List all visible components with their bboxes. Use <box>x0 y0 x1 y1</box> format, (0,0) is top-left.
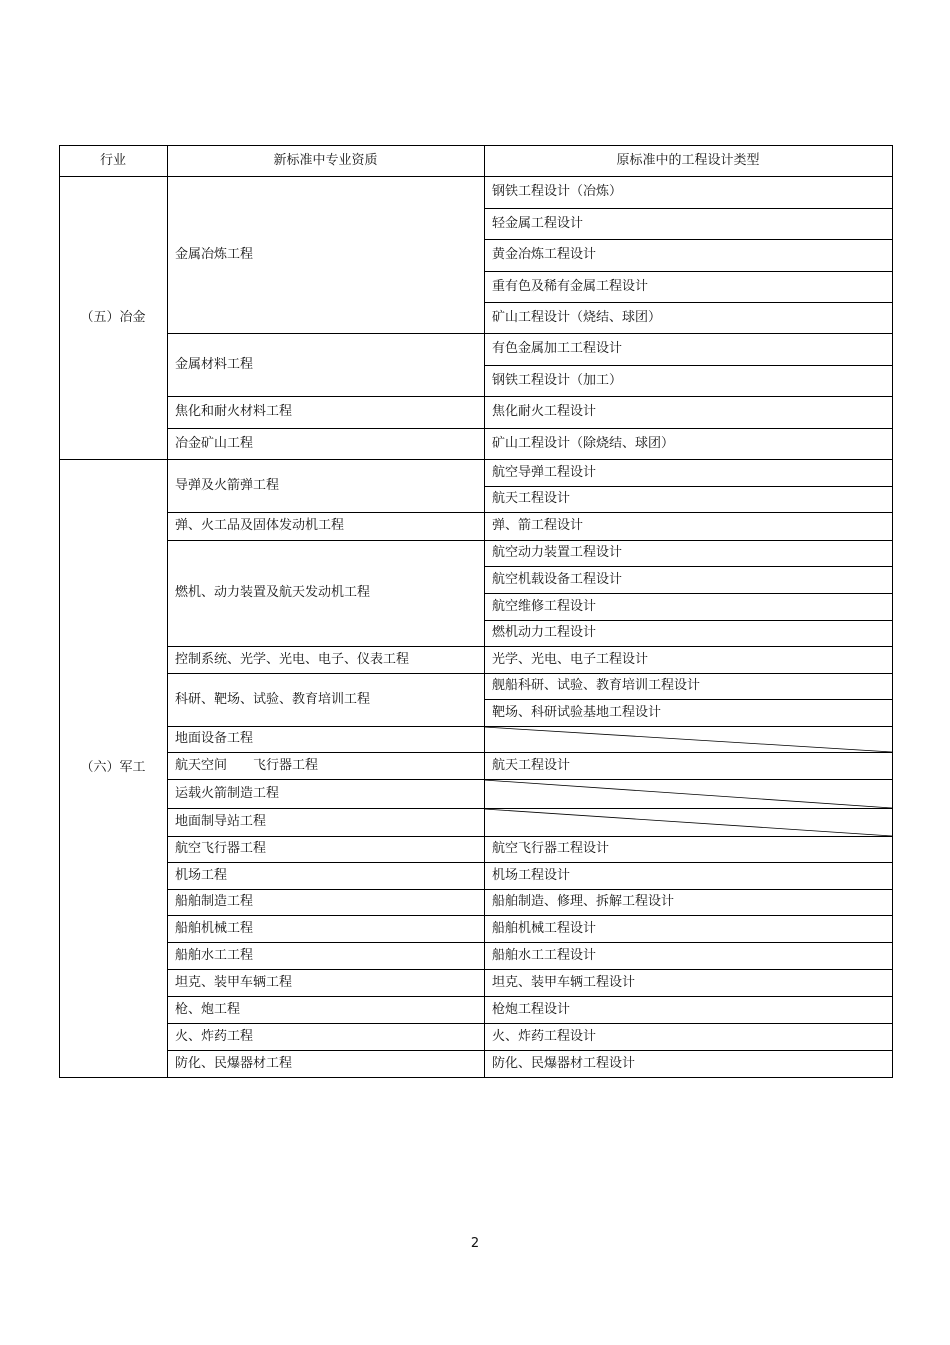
qualification-cell: 机场工程 <box>175 867 228 883</box>
row-rule <box>167 673 485 674</box>
header-new-qualification: 新标准中专业资质 <box>273 152 378 168</box>
row-rule <box>484 752 893 753</box>
qualification-cell: 枪、炮工程 <box>175 1001 241 1017</box>
design-type-cell: 火、炸药工程设计 <box>492 1028 597 1044</box>
header-old-design-type: 原标准中的工程设计类型 <box>616 152 760 168</box>
row-rule <box>484 396 893 397</box>
design-type-cell: 光学、光电、电子工程设计 <box>492 651 649 667</box>
row-rule <box>484 540 893 541</box>
empty-cell-slash <box>484 726 892 752</box>
row-rule <box>167 428 485 429</box>
qualification-cell: 坦克、装甲车辆工程 <box>175 974 293 990</box>
empty-cell-slash <box>484 808 892 836</box>
design-type-cell: 矿山工程设计（除烧结、球团） <box>492 435 675 451</box>
row-rule <box>167 836 485 837</box>
row-rule <box>484 942 893 943</box>
row-rule <box>167 808 485 809</box>
row-rule <box>484 428 893 429</box>
group-rule <box>59 1077 168 1078</box>
slash-line <box>484 780 892 808</box>
design-type-cell: 黄金冶炼工程设计 <box>492 247 597 262</box>
qualification-cell: 科研、靶场、试验、教育培训工程 <box>175 691 371 707</box>
industry-cell: （六）军工 <box>80 760 146 775</box>
column-divider <box>167 145 168 1078</box>
row-rule <box>484 673 893 674</box>
row-rule <box>484 862 893 863</box>
design-type-cell: 航空机载设备工程设计 <box>492 571 623 587</box>
design-type-cell: 矿山工程设计（烧结、球团） <box>492 309 662 325</box>
design-type-cell: 钢铁工程设计（加工） <box>492 372 623 388</box>
row-rule <box>484 486 893 487</box>
row-rule <box>167 969 485 970</box>
table-top-border <box>59 145 893 146</box>
table-left-border <box>59 145 60 1078</box>
qualification-cell: 船舶水工工程 <box>175 947 254 963</box>
row-rule <box>484 208 893 209</box>
row-rule <box>484 271 893 272</box>
row-rule <box>167 459 485 460</box>
row-rule <box>167 862 485 863</box>
qualification-cell: 船舶制造工程 <box>175 894 254 909</box>
header-bottom-border <box>59 176 893 177</box>
row-rule <box>484 646 893 647</box>
row-rule <box>484 365 893 366</box>
qualification-cell: 冶金矿山工程 <box>175 435 254 451</box>
group-rule <box>59 459 168 460</box>
design-type-cell: 船舶机械工程设计 <box>492 920 597 936</box>
design-type-cell: 航空飞行器工程设计 <box>492 841 610 856</box>
row-rule <box>167 752 485 753</box>
design-type-cell: 燃机动力工程设计 <box>492 625 597 640</box>
design-type-cell: 焦化耐火工程设计 <box>492 404 597 419</box>
row-rule <box>484 566 893 567</box>
row-rule <box>167 915 485 916</box>
qualification-cell: 金属冶炼工程 <box>175 246 254 262</box>
design-type-cell: 船舶水工工程设计 <box>492 947 597 963</box>
qualification-cell: 弹、火工品及固体发动机工程 <box>175 518 345 533</box>
row-rule <box>167 942 485 943</box>
row-rule <box>167 1077 485 1078</box>
qualification-cell: 航空飞行器工程 <box>175 841 267 856</box>
row-rule <box>484 969 893 970</box>
row-rule <box>167 726 485 727</box>
design-type-cell: 机场工程设计 <box>492 867 571 883</box>
design-type-cell: 坦克、装甲车辆工程设计 <box>492 974 636 990</box>
design-type-cell: 有色金属加工工程设计 <box>492 341 623 356</box>
design-type-cell: 航空导弹工程设计 <box>492 464 597 480</box>
qualification-cell: 地面设备工程 <box>175 731 254 746</box>
design-type-cell: 轻金属工程设计 <box>492 215 584 231</box>
row-rule <box>484 459 893 460</box>
design-type-cell: 防化、民爆器材工程设计 <box>492 1055 636 1071</box>
row-rule <box>167 779 485 780</box>
row-rule <box>484 1050 893 1051</box>
design-type-cell: 枪炮工程设计 <box>492 1001 571 1017</box>
row-rule <box>167 1023 485 1024</box>
row-rule <box>167 1050 485 1051</box>
row-rule <box>484 333 893 334</box>
table-right-border <box>892 145 893 1078</box>
qualification-cell: 燃机、动力装置及航天发动机工程 <box>175 585 371 600</box>
row-rule <box>167 889 485 890</box>
row-rule <box>484 699 893 700</box>
row-rule <box>167 512 485 513</box>
qualification-cell: 运载火箭制造工程 <box>175 785 280 801</box>
qualification-cell: 船舶机械工程 <box>175 920 254 936</box>
slash-line <box>484 809 892 836</box>
design-type-cell: 舰船科研、试验、教育培训工程设计 <box>492 678 701 693</box>
qualification-cell: 导弹及火箭弹工程 <box>175 477 280 493</box>
design-type-cell: 钢铁工程设计（冶炼） <box>492 184 623 199</box>
row-rule <box>167 646 485 647</box>
row-rule <box>484 302 893 303</box>
qualification-cell: 金属材料工程 <box>175 356 254 372</box>
qualification-cell: 焦化和耐火材料工程 <box>175 404 293 419</box>
design-type-cell: 靶场、科研试验基地工程设计 <box>492 704 662 720</box>
qualification-cell: 防化、民爆器材工程 <box>175 1055 293 1071</box>
row-rule <box>484 593 893 594</box>
row-rule <box>167 540 485 541</box>
empty-cell-slash <box>484 779 892 808</box>
design-type-cell: 航空动力装置工程设计 <box>492 545 623 560</box>
row-rule <box>167 396 485 397</box>
row-rule <box>484 889 893 890</box>
design-type-cell: 船舶制造、修理、拆解工程设计 <box>492 894 675 909</box>
row-rule <box>167 333 485 334</box>
row-rule <box>484 996 893 997</box>
row-rule <box>484 915 893 916</box>
qualification-cell: 控制系统、光学、光电、电子、仪表工程 <box>175 651 410 667</box>
header-industry: 行业 <box>99 152 126 168</box>
design-type-cell: 重有色及稀有金属工程设计 <box>492 278 649 294</box>
qualification-cell: 航天空间 飞行器工程 <box>175 757 319 773</box>
row-rule <box>484 239 893 240</box>
design-type-cell: 航空维修工程设计 <box>492 598 597 614</box>
slash-line <box>484 727 892 752</box>
row-rule <box>484 512 893 513</box>
design-type-cell: 弹、箭工程设计 <box>492 518 584 533</box>
design-type-cell: 航天工程设计 <box>492 491 571 506</box>
qualification-cell: 火、炸药工程 <box>175 1028 254 1044</box>
row-rule <box>484 1077 893 1078</box>
row-rule <box>484 1023 893 1024</box>
row-rule <box>484 620 893 621</box>
column-divider <box>484 145 485 1078</box>
page-number: 2 <box>470 1236 480 1251</box>
design-type-cell: 航天工程设计 <box>492 757 571 773</box>
qualification-cell: 地面制导站工程 <box>175 814 267 829</box>
row-rule <box>484 836 893 837</box>
row-rule <box>167 996 485 997</box>
industry-cell: （五）冶金 <box>80 309 146 325</box>
